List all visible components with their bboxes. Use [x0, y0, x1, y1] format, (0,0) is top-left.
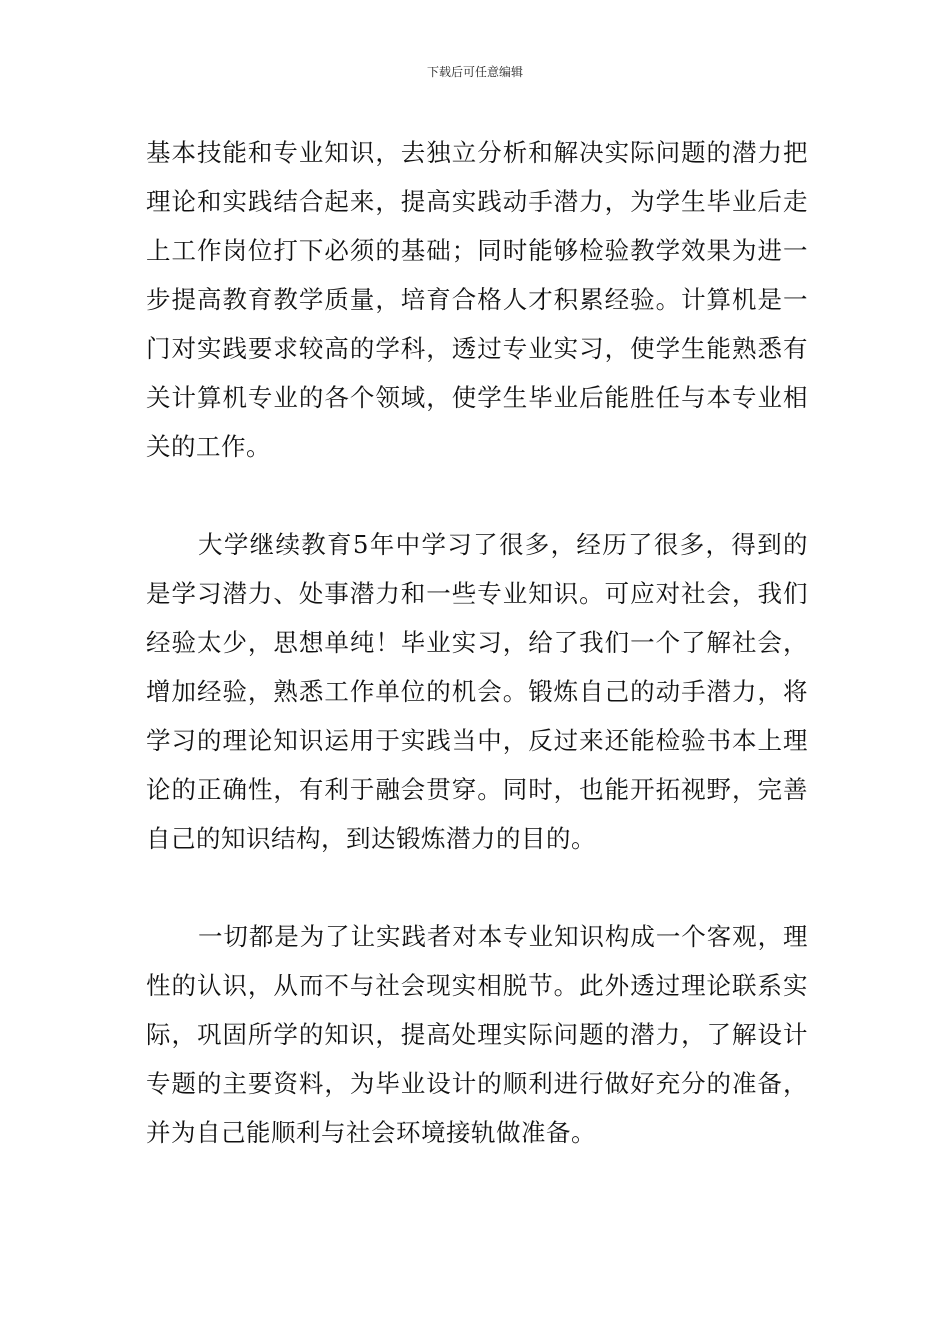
- page-header: 下载后可任意编辑: [426, 65, 523, 79]
- paragraph-practice-purpose: 一切都是为了让实践者对本专业知识构成一个客观，理性的认识，从而不与社会现实相脱节。此外透过理论联系实际，巩固所学的知识，提高处理实际问题的潜力，了解设计专题的主要资料，为毕业设计的顺利进行做好充分的准备，并为自己能顺利与社会环境接轨做准备。: [146, 922, 808, 1147]
- paragraph-education-experience: 大学继续教育5年中学习了很多，经历了很多，得到的是学习潜力、处事潜力和一些专业知识。可应对社会，我们经验太少，思想单纯！毕业实习，给了我们一个了解社会，增加经验，熟悉工作单位的机会。锻炼自己的动手潜力，将学习的理论知识运用于实践当中，反过来还能检验书本上理论的正确性，有利于融会贯穿。同时，也能开拓视野，完善自己的知识结构，到达锻炼潜力的目的。: [146, 530, 808, 853]
- paragraph-continued: 基本技能和专业知识，去独立分析和解决实际问题的潜力把理论和实践结合起来，提高实践动手潜力，为学生毕业后走上工作岗位打下必须的基础；同时能够检验教学效果为进一步提高教育教学质量，培育合格人才积累经验。计算机是一门对实践要求较高的学科，透过专业实习，使学生能熟悉有关计算机专业的各个领域，使学生毕业后能胜任与本专业相关的工作。: [146, 138, 808, 461]
- document-body: [146, 128, 808, 1157]
